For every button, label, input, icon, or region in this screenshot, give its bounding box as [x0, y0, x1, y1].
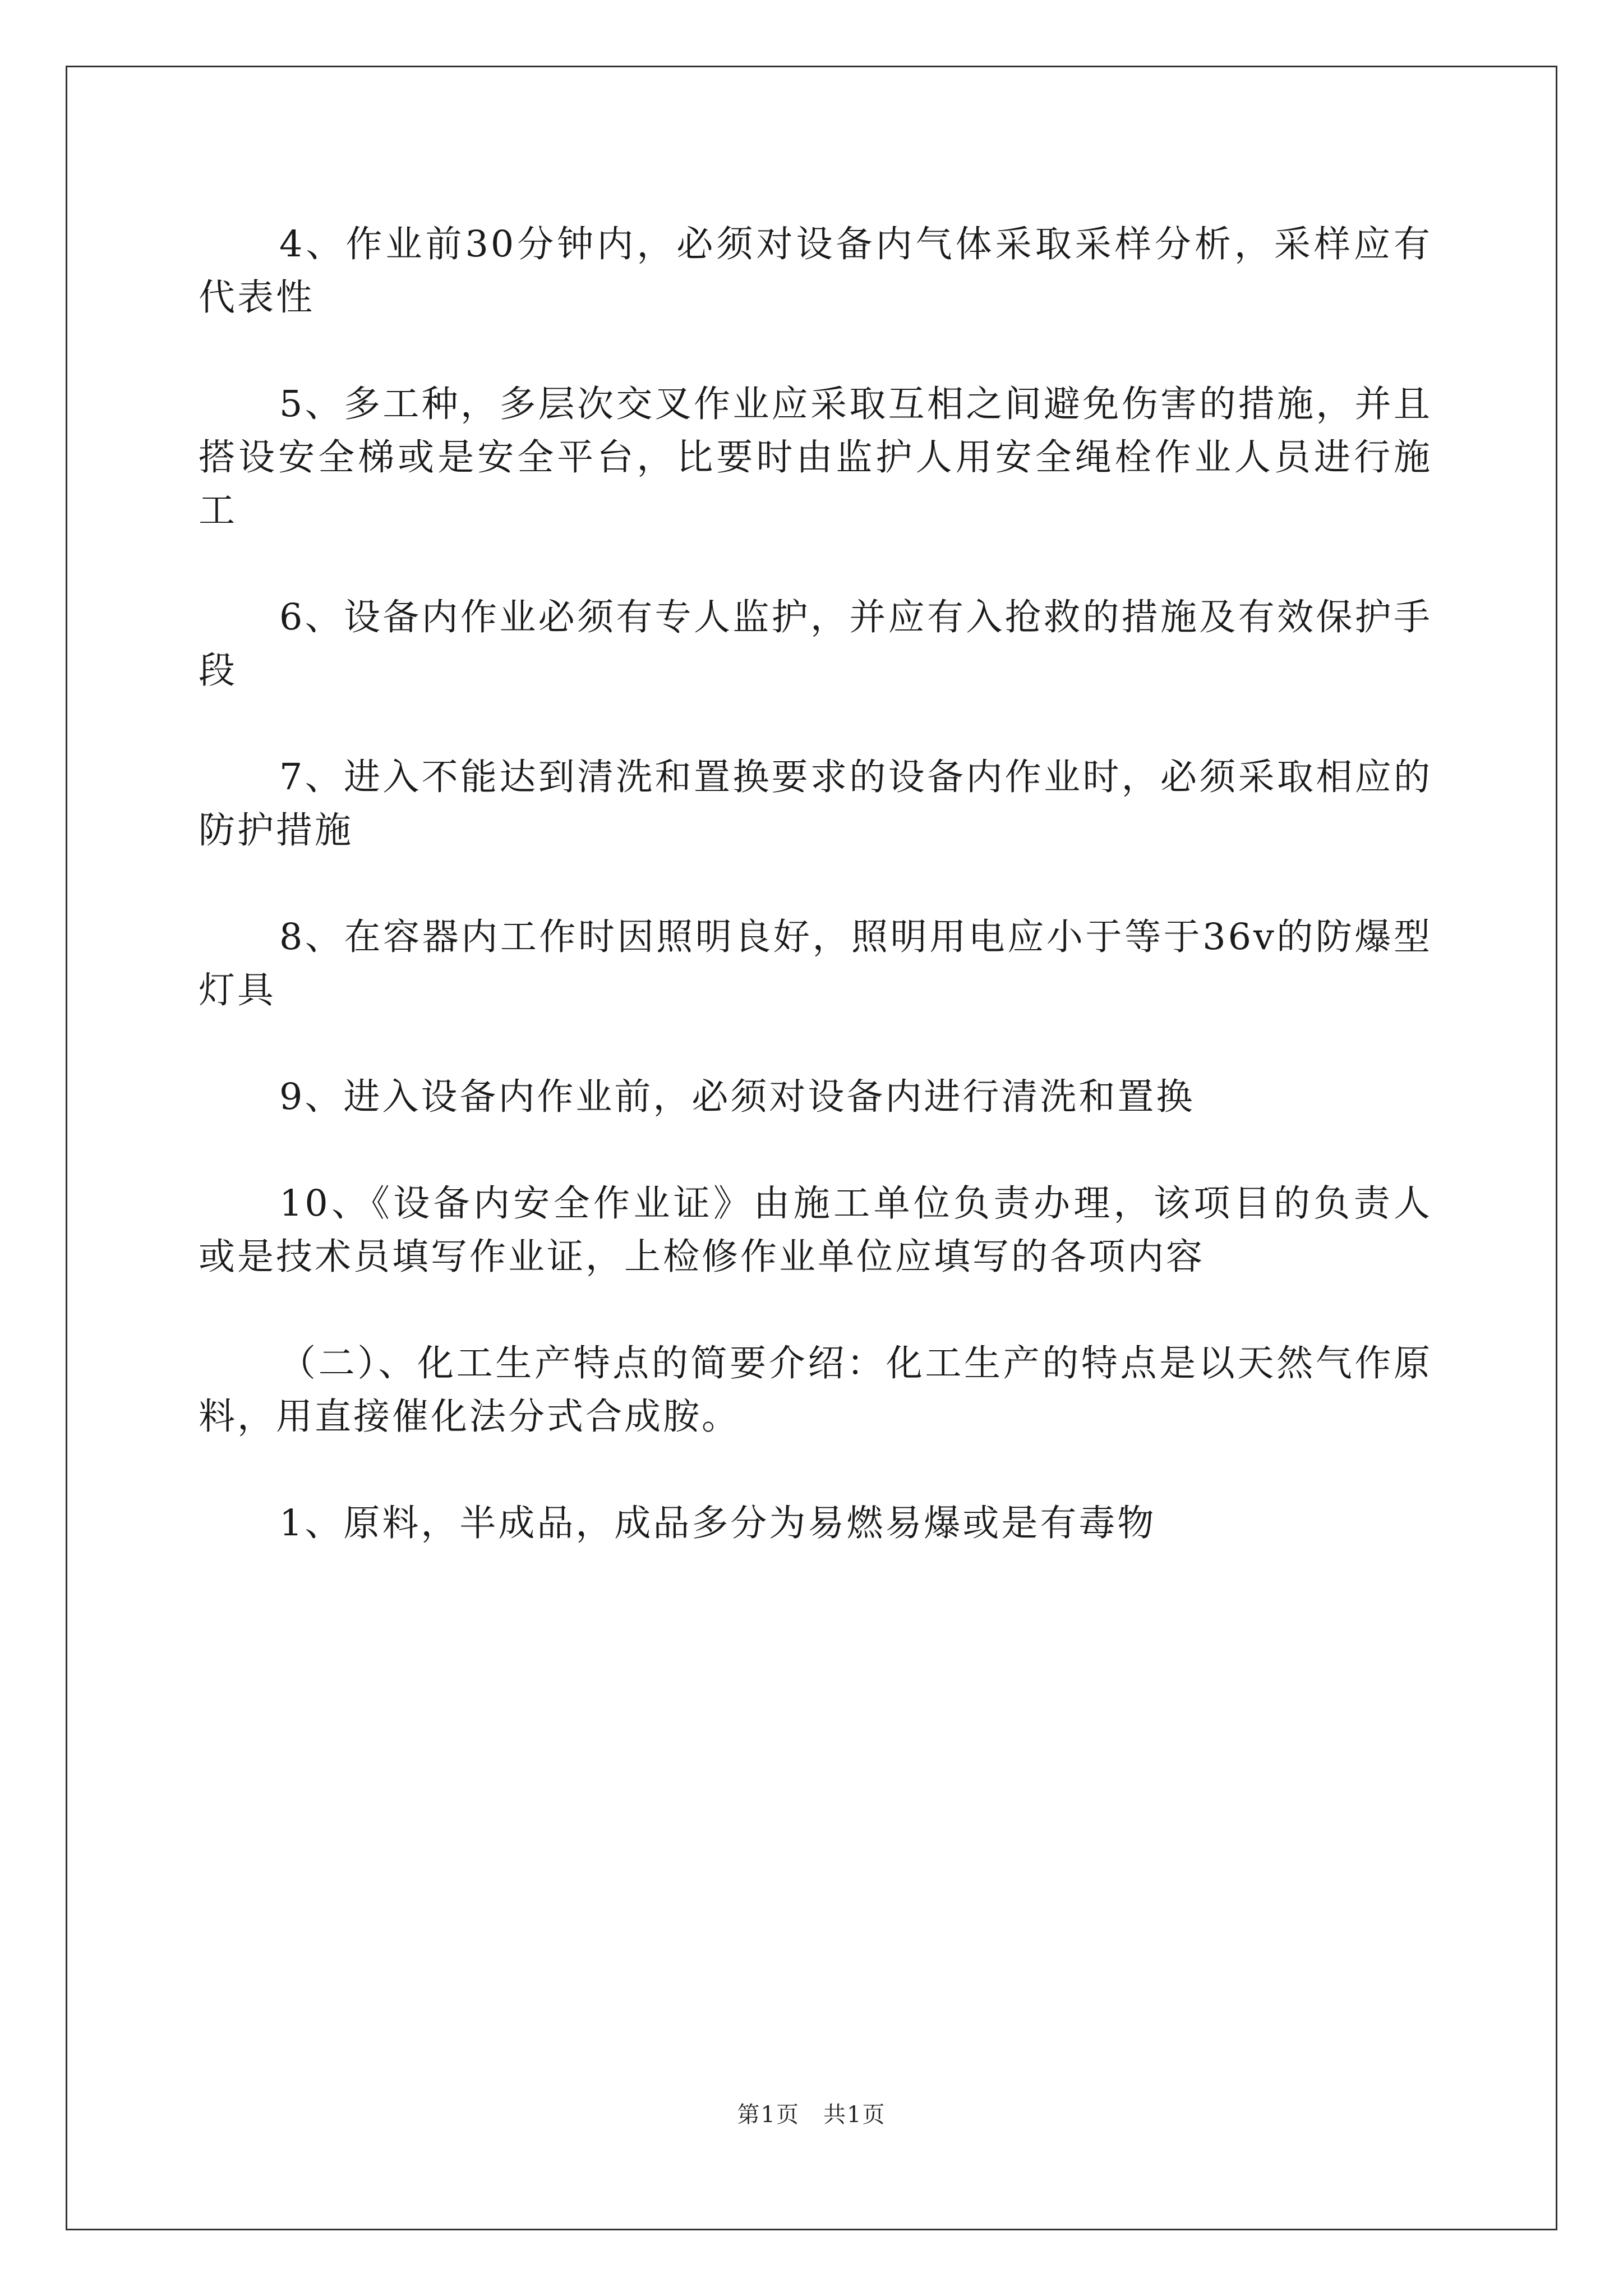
paragraph-item-8: 8、在容器内工作时因照明良好，照明用电应小于等于36v的防爆型灯具	[199, 916, 1432, 1011]
page-number-footer: 第1页 共1页	[737, 2102, 886, 2128]
paragraph-item-5: 5、多工种，多层次交叉作业应采取互相之间避免伤害的措施，并且搭设安全梯或是安全平台，比要时由监护人用安全绳栓作业人员进行施工	[199, 383, 1432, 532]
document-body	[199, 218, 1432, 1603]
paragraph-section-2: （二）、化工生产特点的简要介绍：化工生产的特点是以天然气作原料，用直接催化法分式合成胺。	[199, 1342, 1432, 1438]
paragraph-item-10: 10、《设备内安全作业证》由施工单位负责办理，该项目的负责人或是技术员填写作业证，上检修作业单位应填写的各项内容	[199, 1182, 1432, 1278]
paragraph-item-9: 9、进入设备内作业前，必须对设备内进行清洗和置换	[279, 1076, 1195, 1118]
paragraph-item-7: 7、进入不能达到清洗和置换要求的设备内作业时，必须采取相应的防护措施	[199, 756, 1432, 852]
paragraph-item-4: 4、作业前30分钟内，必须对设备内气体采取采样分析，采样应有代表性	[199, 223, 1432, 319]
paragraph-item-6: 6、设备内作业必须有专人监护，并应有入抢救的措施及有效保护手段	[199, 596, 1432, 692]
paragraph-subitem-1: 1、原料，半成品，成品多分为易燃易爆或是有毒物	[279, 1502, 1156, 1544]
